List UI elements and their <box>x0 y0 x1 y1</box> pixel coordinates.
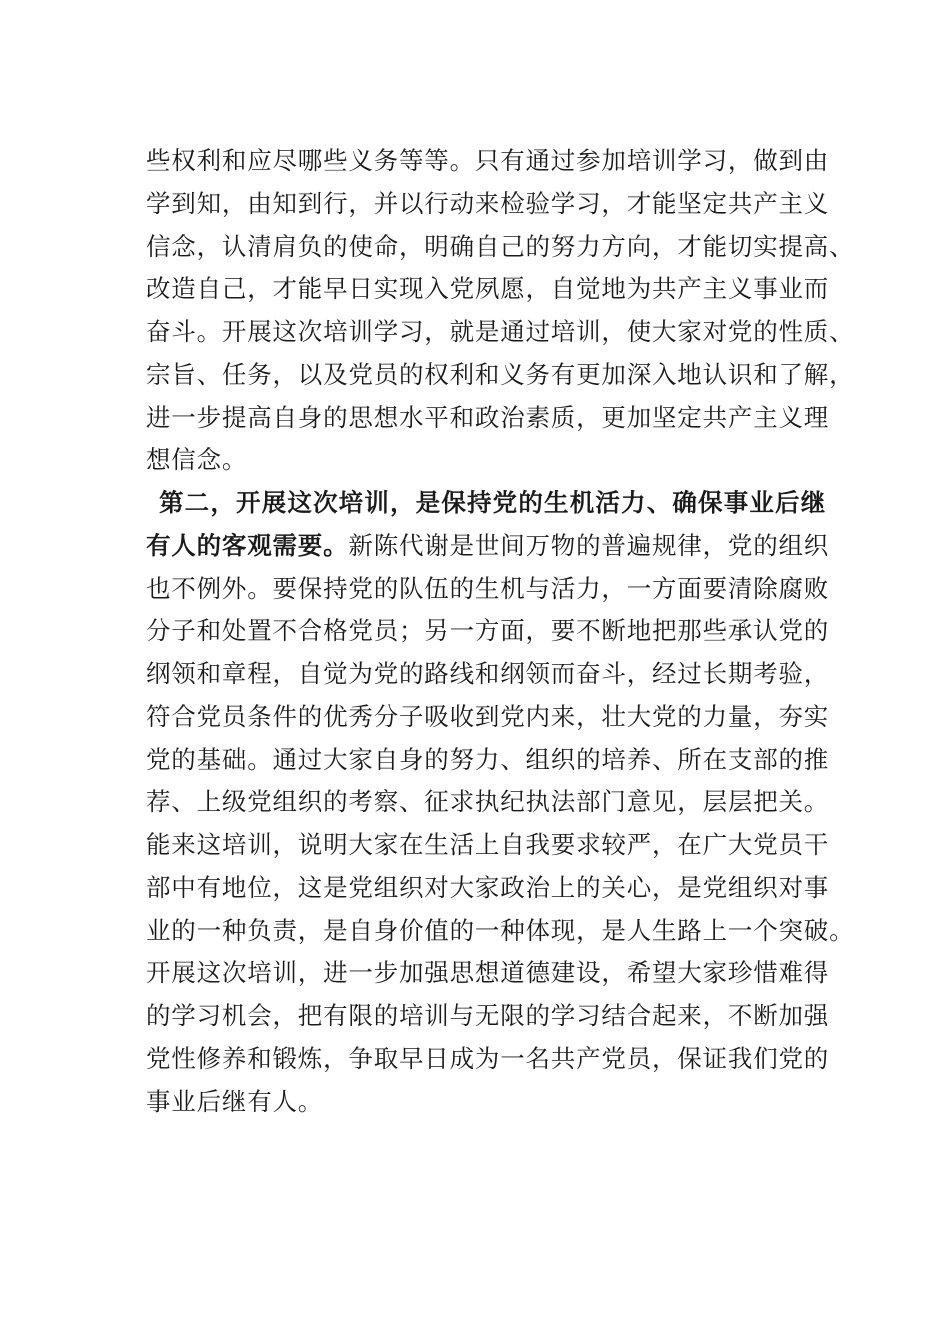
text-line: 业的一种负责，是自身价值的一种体现，是人生路上一个突破。 <box>146 915 855 945</box>
text-line: 也不例外。要保持党的队伍的生机与活力，一方面要清除腐败 <box>146 573 830 603</box>
text-line: 改造自己，才能早日实现入党夙愿，自觉地为共产主义事业而 <box>146 274 830 304</box>
text-line <box>146 525 830 568</box>
text-line: 分子和处置不合格党员；另一方面，要不断地把那些承认党的 <box>146 616 830 646</box>
text-line: 宗旨、任务，以及党员的权利和义务有更加深入地认识和了解， <box>146 359 855 389</box>
section-heading-line: 第二，开展这次培训，是保持党的生机活力、确保事业后继 <box>159 488 826 517</box>
text-line-continuation: 新陈代谢是世间万物的普遍规律，党的组织 <box>348 530 830 560</box>
text-line: 信念，认清肩负的使命，明确自己的努力方向，才能切实提高、 <box>146 231 855 261</box>
text-line: 党的基础。通过大家自身的努力、组织的培养、所在支部的推 <box>146 744 830 774</box>
text-line: 想信念。 <box>146 445 248 475</box>
text-line: 的学习机会，把有限的培训与无限的学习结合起来，不断加强 <box>146 1001 830 1030</box>
text-line: 部中有地位，这是党组织对大家政治上的关心，是党组织对事 <box>146 872 830 902</box>
text-line: 荐、上级党组织的考察、征求执纪执法部门意见，层层把关。 <box>146 787 830 817</box>
body-text <box>146 140 855 1123</box>
section-heading-tail: 有人的客观需要。 <box>146 530 349 560</box>
text-line: 开展这次培训，进一步加强思想道德建设，希望大家珍惜难得 <box>146 958 830 988</box>
text-line: 事业后继有人。 <box>146 1086 324 1116</box>
text-line: 些权利和应尽哪些义务等等。只有通过参加培训学习，做到由 <box>146 146 830 175</box>
text-line: 党性修养和锻炼，争取早日成为一名共产党员，保证我们党的 <box>146 1043 830 1073</box>
text-line: 学到知，由知到行，并以行动来检验学习，才能坚定共产主义 <box>146 188 830 218</box>
text-line: 纲领和章程，自觉为党的路线和纲领而奋斗，经过长期考验， <box>146 659 830 688</box>
text-line: 进一步提高自身的思想水平和政治素质，更加坚定共产主义理 <box>146 402 830 432</box>
text-line: 奋斗。开展这次培训学习，就是通过培训，使大家对党的性质、 <box>146 317 855 346</box>
text-line: 符合党员条件的优秀分子吸收到党内来，壮大党的力量，夯实 <box>146 701 830 731</box>
text-line: 能来这培训，说明大家在生活上自我要求较严，在广大党员干 <box>146 830 830 859</box>
